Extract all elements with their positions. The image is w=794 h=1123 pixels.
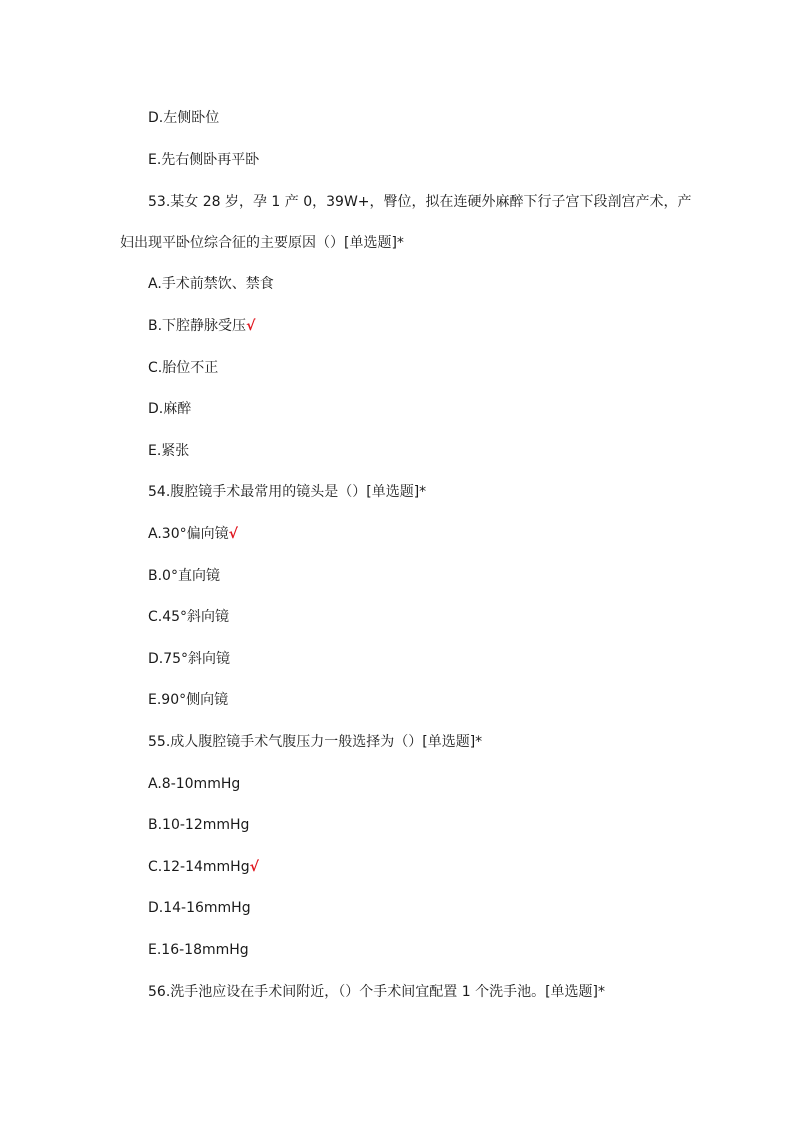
q54-option-a [148,524,238,544]
q54-option-e [148,690,228,710]
option-text: C.45°斜向镜 [148,609,230,625]
option-text: E.90°侧向镜 [148,692,229,708]
q54-option-c [148,607,229,627]
q53-option-e [148,441,189,461]
question-text: 53.某女 28 岁，孕 1 产 0，39W+，臀位，拟在连硬外麻醉下行子宫下段剖宫产术，产 [148,194,692,210]
q54-option-d [148,649,230,669]
question-text: 55.成人腹腔镜手术气腹压力一般选择为（）[单选题]* [148,734,483,750]
question-53-stem [148,192,692,212]
q53-option-a [148,274,274,294]
q55-option-e [148,940,249,960]
option-text: B.下腔静脉受压 [148,318,247,334]
question-56-stem [148,982,605,1002]
option-text: D.75°斜向镜 [148,651,231,667]
option-text: C.胎位不正 [148,360,219,376]
q55-option-c [148,857,259,877]
q54-option-b [148,566,220,586]
question-text: 54.腹腔镜手术最常用的镜头是（）[单选题]* [148,484,427,500]
question-54-stem [148,482,426,502]
q52-option-e [148,150,259,170]
correct-check-mark: √ [246,318,256,334]
option-text: C.12-14mmHg [148,859,250,875]
option-text: E.16-18mmHg [148,942,249,958]
q53-option-c [148,358,218,378]
q55-option-b [148,815,249,835]
question-55-stem [148,732,482,752]
option-text: B.0°直向镜 [148,568,220,584]
option-text: D.14-16mmHg [148,900,251,916]
q55-option-d [148,898,251,918]
question-text: 56.洗手池应设在手术间附近，（）个手术间宜配置 1 个洗手池。[单选题]* [148,984,605,1000]
option-text: E.紧张 [148,443,190,459]
option-text: B.10-12mmHg [148,817,250,833]
option-text: A.8-10mmHg [148,776,241,792]
option-text: D.左侧卧位 [148,110,220,126]
option-text: E.先右侧卧再平卧 [148,152,260,168]
question-53-stem-continued [120,233,404,253]
q55-option-a [148,774,240,794]
q52-option-d [148,108,219,128]
option-text: A.手术前禁饮、禁食 [148,276,274,292]
correct-check-mark: √ [249,859,259,875]
correct-check-mark: √ [228,526,238,542]
option-text: A.30°偏向镜 [148,526,229,542]
option-text: D.麻醉 [148,401,192,417]
q53-option-d [148,399,191,419]
q53-option-b [148,316,255,336]
question-text: 妇出现平卧位综合征的主要原因（）[单选题]* [120,235,404,251]
